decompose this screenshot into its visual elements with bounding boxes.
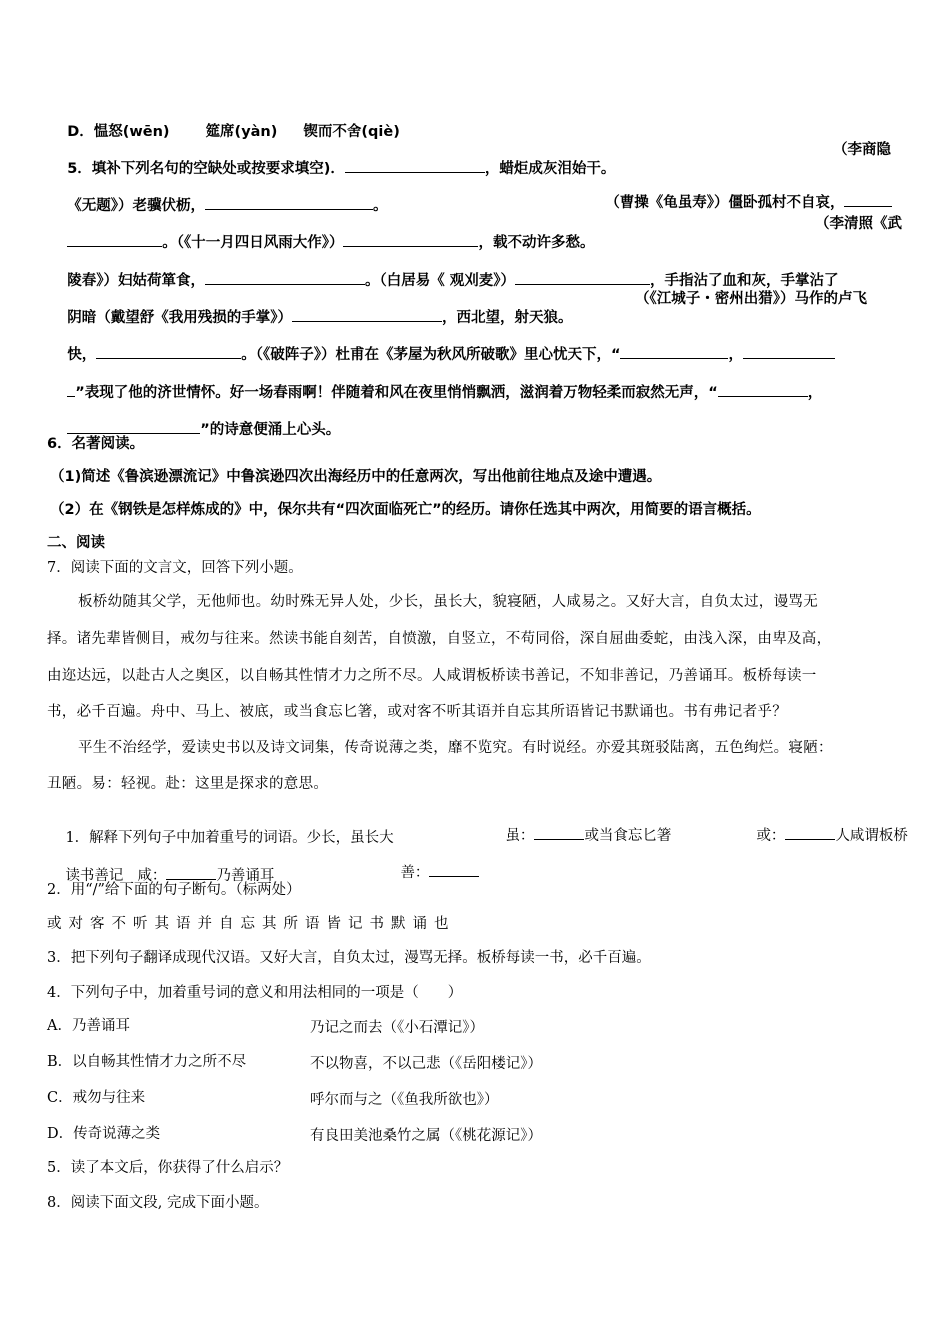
option-item: 筵席(yàn) [205,124,278,140]
question-text: 快， [67,347,97,363]
blank[interactable] [743,344,835,359]
question-text: ，手指沾了血和灰，手掌沾了 [650,273,839,289]
blank[interactable] [515,270,650,285]
question-text: 。 [372,198,388,214]
blank[interactable] [785,825,835,840]
option-item: 愠怒(wēn) [93,124,170,140]
question-text: ，载不动许多愁。 [478,235,595,251]
question-text: 5．填补下列名句的空缺处或按要求填空)． [67,161,345,177]
question-text: ”的诗意便涌上心头。 [200,422,341,438]
blank[interactable] [292,307,442,322]
blank[interactable] [205,270,365,285]
passage-line: 书，必千百遍。舟中、马上、被底，或当食忘匕箸，或对客不听其语并自忘其所语皆记书默诵也。书有弗记者乎？ [47,704,787,720]
choice-b-compare: 不以物喜，不以己悲（《岳阳楼记》） [310,1056,542,1072]
choice-d-compare: 有良田美池桑竹之属（《桃花源记》） [310,1128,542,1144]
option-item: 锲而不舍(qiè) [303,124,400,140]
choice-b[interactable]: B．以自畅其性情才力之所不尽 [47,1054,247,1070]
question-text: 阴暗（戴望舒《我用残损的手掌》） [67,310,292,326]
question-text: ”表现了他的济世情怀。好一场春雨啊！伴随着和风在夜里悄悄飘洒，滋润着万物轻柔而寂然无声，“ [75,385,718,401]
q7-sub-2-sentence: 或对客不听其语并自忘其所语皆记书默诵也 [47,916,456,932]
term-label: 虽： [505,828,535,844]
q7-sub-1-item [487,808,671,861]
question-text: 1．解释下列句子中加着重号的词语。少长，虽长大 [65,830,394,846]
question-text: ，西北望，射天狼。 [441,310,573,326]
question-text: ， [728,347,743,363]
question-text: （曹操《龟虽寿》）僵卧孤村不自哀， [605,195,845,211]
citation: （李清照《武 [815,216,902,232]
q6-sub-1: （1)简述《鲁滨逊漂流记》中鲁滨逊四次出海经历中的任意两次，写出他前往地点及途中遭遇。 [50,469,662,485]
blank[interactable] [534,825,584,840]
q6-title: 6．名著阅读。 [47,436,145,452]
question-text: ，蜡炬成灰泪始干。 [484,161,616,177]
choice-c[interactable]: C．戒勿与往来 [47,1090,146,1106]
choice-c-compare: 呼尔而与之（《鱼我所欲也》） [310,1092,499,1108]
question-text: ， [807,385,823,401]
section-title: 二、阅读 [47,535,105,551]
blank[interactable] [67,232,162,247]
question-text: 。（白居易《 观刈麦》） [364,273,516,289]
passage-line: 板桥幼随其父学，无他师也。幼时殊无异人处，少长，虽长大，貌寝陋，人咸易之。又好大言，自负太过，谩骂无 [78,594,818,610]
blank[interactable] [620,344,728,359]
q7-sub-5: 5．读了本文后，你获得了什么启示？ [47,1160,289,1176]
q7-sub-4-title: 4．下列句子中，加着重号词的意义和用法相同的一项是（ ） [47,985,463,1001]
question-text: 陵春》）妇姑荷箪食， [67,273,205,289]
passage-line: 平生不治经学，爱读史书以及诗文词集，传奇说薄之类，靡不览究。有时说经。亦爱其斑驳陆离，五色绚烂。寝陋： [78,740,833,756]
choice-a-compare: 乃记之而去（《小石潭记》） [310,1020,484,1036]
q6-sub-2: （2）在《钢铁是怎样炼成的》中，保尔共有“四次面临死亡”的经历。请你任选其中两次，用简要的语言概括。 [50,502,761,518]
question-text: 《无题》）老骥伏枥， [67,198,205,214]
passage-line: 择。诸先辈皆侧目，戒勿与往来。然读书能自刻苦，自愤激，自竖立，不苟同俗，深自屈曲委蛇，由浅入深，由卑及高， [47,631,832,647]
term-label: 或： [756,828,786,844]
blank[interactable] [718,382,808,397]
blank[interactable] [345,158,485,173]
choice-a[interactable]: A．乃善诵耳 [47,1018,130,1034]
q7-sub-2-title: 2．用“/”给下面的句子断句。（标两处） [47,882,301,898]
term-label: 咸： [137,868,167,884]
blank[interactable] [96,344,241,359]
blank[interactable] [67,419,200,434]
question-text: 人咸谓板桥 [835,828,908,844]
blank[interactable] [67,382,75,397]
citation: （《江城子・密州出猎》）马作的卢飞 [635,291,867,307]
blank[interactable] [205,195,373,210]
blank[interactable] [844,192,892,207]
blank[interactable] [166,865,216,880]
question-text: 。（《十一月四日风雨大作》） [162,235,344,251]
passage-line: 由迩达远，以赴古人之奥区，以自畅其性情才力之所不尽。人咸谓板桥读书善记，不知非善记，乃善诵耳。板桥每读一 [47,668,817,684]
option-label: D． [67,124,94,140]
choice-d[interactable]: D．传奇说薄之类 [47,1126,161,1142]
q7-sub-3: 3．把下列句子翻译成现代汉语。又好大言，自负太过，漫骂无择。板桥每读一书，必千百遍。 [47,950,651,966]
passage-line: 丑陋。易：轻视。赴：这里是探求的意思。 [47,776,329,792]
question-text: 或当食忘匕箸 [584,828,672,844]
q8-title: 8．阅读下面文段, 完成下面小题。 [47,1195,269,1211]
q7-sub-1-item [738,808,908,861]
blank[interactable] [343,232,478,247]
question-text: 乃善诵耳 [216,868,275,884]
q7-title: 7．阅读下面的文言文，回答下列小题。 [47,560,303,576]
blank[interactable] [429,862,479,877]
question-text: 。（《破阵子》）杜甫在《茅屋为秋风所破歌》里心忧天下，“ [241,347,621,363]
term-label: 善： [400,865,430,881]
question-text: 读书善记 [65,868,124,884]
q7-sub-1-item [382,845,479,898]
citation: （李商隐 [833,142,891,158]
